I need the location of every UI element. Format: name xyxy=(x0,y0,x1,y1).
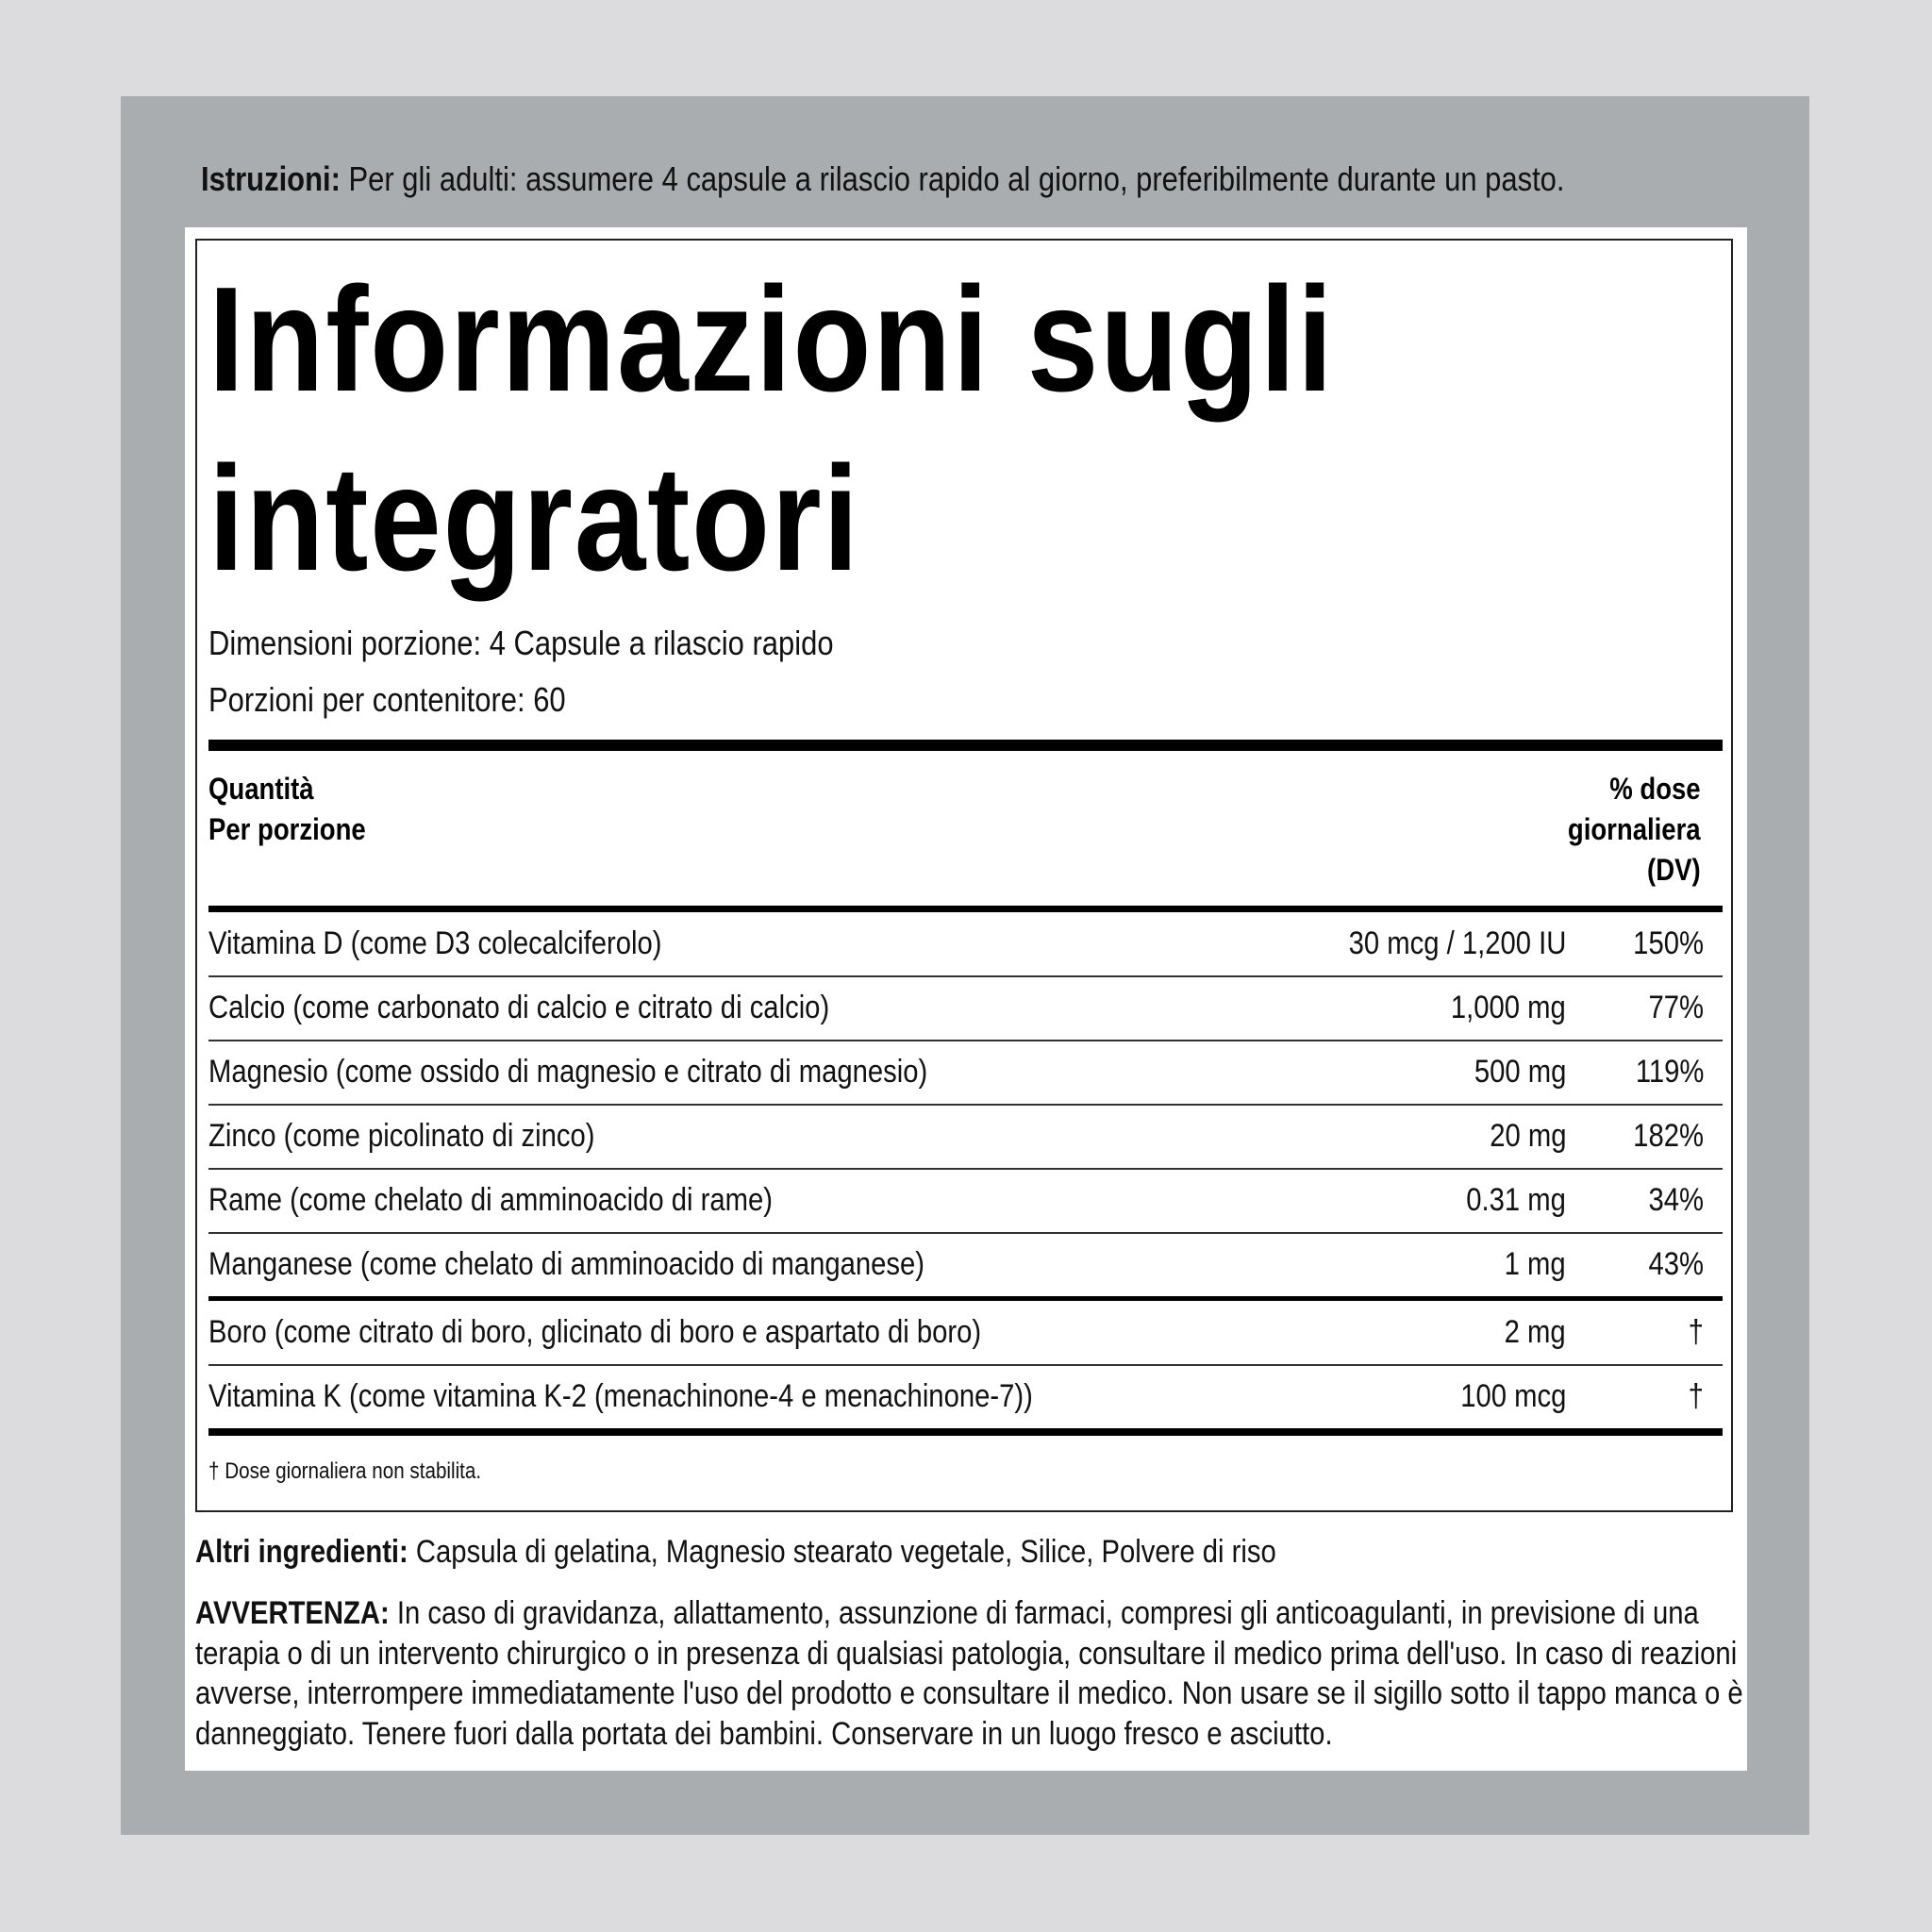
warning-text: In caso di gravidanza, allattamento, assunzione di farmaci, compresi gli anticoagulanti, in previsione di una terapia o di un intervento chirurgico o in presenza di qualsiasi patologia, consultare il medico prima dell'uso. In caso di reazioni avverse, interrompere immediatamente l'uso del prodotto e consultare il medico. Non usare se il sigillo sotto il tappo manca o è danneggiato. Tenere fuori dalla portata dei bambini. Conservare in un luogo fresco e asciutto. xyxy=(195,1595,1743,1752)
nutrient-amount: 30 mcg / 1,200 IU xyxy=(1348,925,1566,961)
header-amount-line-2: Per porzione xyxy=(208,812,366,846)
facts-title-line-2: integratori xyxy=(208,436,860,602)
divider-thick xyxy=(208,740,1723,751)
nutrient-name: Boro (come citrato di boro, glicinato di boro e aspartato di boro) xyxy=(208,1314,982,1350)
table-row xyxy=(208,1300,1723,1364)
directions-label: Istruzioni: xyxy=(201,159,341,198)
nutrient-dv: 43% xyxy=(1648,1246,1704,1282)
nutrient-dv: 150% xyxy=(1633,925,1704,961)
header-amount-line-1: Quantità xyxy=(208,772,314,806)
nutrient-name: Manganese (come chelato di amminoacido di manganese) xyxy=(208,1246,925,1282)
table-row xyxy=(208,1168,1723,1232)
table-row xyxy=(208,975,1723,1040)
nutrient-dv: 182% xyxy=(1633,1118,1704,1154)
other-ingredients-label: Altri ingredienti: xyxy=(195,1534,408,1570)
nutrient-amount: 2 mg xyxy=(1504,1314,1566,1350)
nutrient-name: Rame (come chelato di amminoacido di rame) xyxy=(208,1182,774,1218)
nutrient-name: Vitamina D (come D3 colecalciferolo) xyxy=(208,925,662,961)
facts-title xyxy=(208,250,1335,608)
divider-bottom xyxy=(208,1428,1723,1436)
warning xyxy=(195,1593,1757,1754)
nutrient-amount: 20 mg xyxy=(1489,1118,1566,1154)
other-ingredients xyxy=(195,1532,1276,1572)
nutrient-dv: † xyxy=(1688,1378,1704,1414)
header-dv-line-1: % dose xyxy=(1609,772,1701,806)
table-row xyxy=(208,1104,1723,1168)
table-row xyxy=(208,911,1723,975)
table-row xyxy=(208,1232,1723,1296)
nutrient-dv: 119% xyxy=(1635,1054,1704,1090)
header-dv-line-2: giornaliera xyxy=(1568,812,1701,846)
nutrient-amount: 100 mcg xyxy=(1459,1378,1566,1414)
nutrient-amount: 1,000 mg xyxy=(1451,990,1566,1025)
header-dv-line-3: (DV) xyxy=(1647,853,1701,887)
nutrient-dv: 34% xyxy=(1648,1182,1704,1218)
table-row xyxy=(208,1040,1723,1104)
nutrient-name: Vitamina K (come vitamina K-2 (menachinone-4 e menachinone-7)) xyxy=(208,1378,1033,1414)
nutrient-amount: 0.31 mg xyxy=(1466,1182,1566,1218)
warning-label: AVVERTENZA: xyxy=(195,1595,390,1631)
header-amount xyxy=(208,769,366,850)
servings-per-container: Porzioni per contenitore: 60 xyxy=(208,680,566,719)
nutrient-name: Calcio (come carbonato di calcio e citrato di calcio) xyxy=(208,990,830,1025)
nutrient-dv: † xyxy=(1688,1314,1704,1350)
table-row xyxy=(208,1364,1723,1428)
directions-body: Per gli adulti: assumere 4 capsule a rilascio rapido al giorno, preferibilmente durante un pasto. xyxy=(340,159,1565,198)
nutrient-dv: 77% xyxy=(1648,990,1704,1025)
directions-text xyxy=(201,158,1565,200)
footnote: † Dose giornaliera non stabilita. xyxy=(208,1458,482,1484)
facts-title-line-1: Informazioni sugli xyxy=(208,257,1335,423)
header-daily-value xyxy=(1568,769,1701,891)
nutrient-amount: 500 mg xyxy=(1474,1054,1566,1090)
nutrient-amount: 1 mg xyxy=(1504,1246,1566,1282)
serving-size: Dimensioni porzione: 4 Capsule a rilascio rapido xyxy=(208,624,834,662)
other-ingredients-text: Capsula di gelatina, Magnesio stearato vegetale, Silice, Polvere di riso xyxy=(408,1534,1276,1570)
nutrient-name: Zinco (come picolinato di zinco) xyxy=(208,1118,595,1154)
nutrient-name: Magnesio (come ossido di magnesio e citrato di magnesio) xyxy=(208,1054,928,1090)
